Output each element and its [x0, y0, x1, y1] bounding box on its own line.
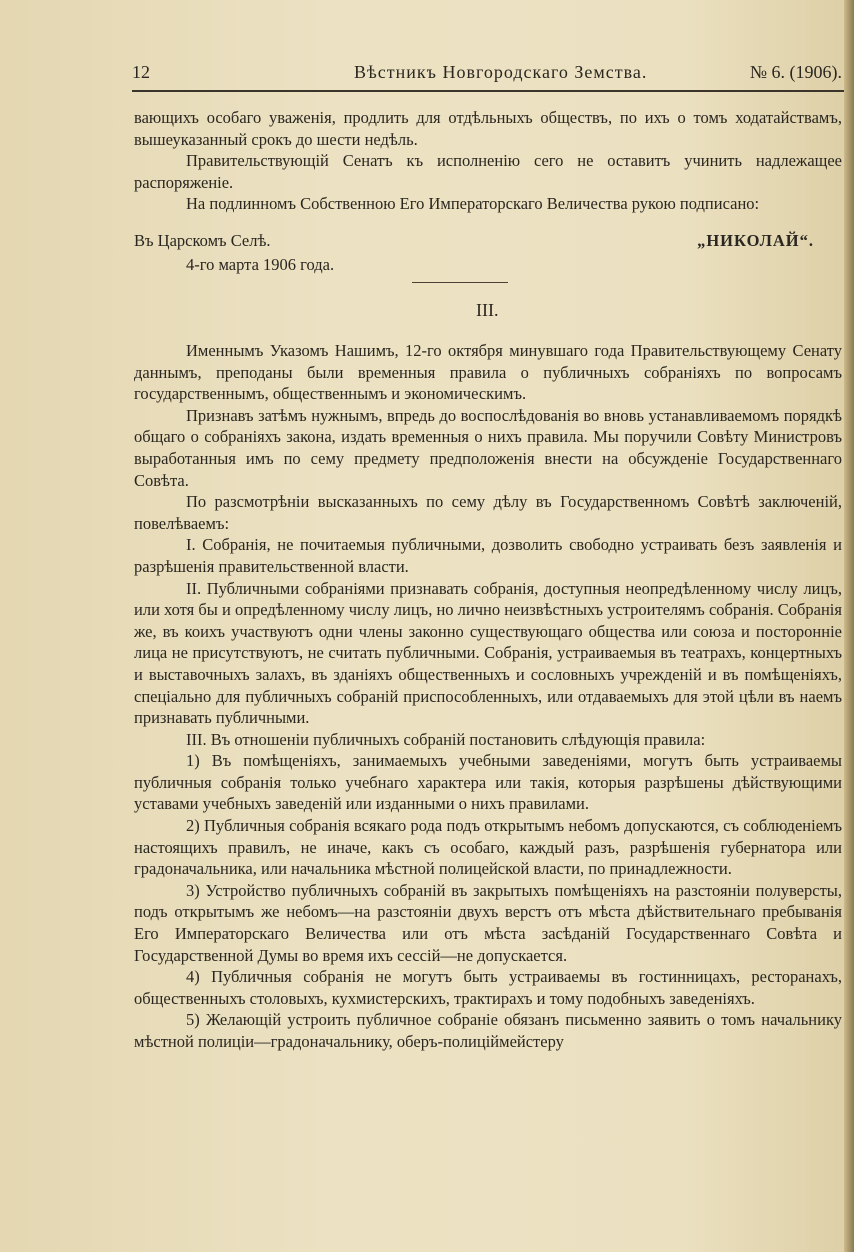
journal-title: Вѣстникъ Новгородскаго Земства.	[354, 62, 648, 82]
paragraph: Признавъ затѣмъ нужнымъ, впредь до воспослѣдованія во вновь устанавливаемомъ порядкѣ общаго о собраніяхъ закона, издать временныя о нихъ правила. Мы поручили Совѣту Министровъ выработанныя имъ по сему предмету предположенія внести на обсужденіе Государственнаго Совѣта.	[134, 405, 842, 490]
paragraph: 2) Публичныя собранія всякаго рода подъ открытымъ небомъ допускаются, съ соблюденіемъ настоящихъ правилъ, не иначе, какъ съ особаго, каждый разъ, разрѣшенія губернатора или градоначальника, или начальника мѣстной полицейской власти, по принадлежности.	[134, 816, 842, 879]
paragraph: 3) Устройство публичныхъ собраній въ закрытыхъ помѣщеніяхъ на разстояніи полуверсты, подъ открытымъ же небомъ—на разстояніи двухъ верстъ отъ мѣста дѣйствительнаго пребыванія Его Императорскаго Величества или отъ мѣста засѣданій Государственнаго Совѣта и Государственной Думы во время ихъ сессій—не допускается.	[134, 880, 842, 965]
paragraph: 5) Желающій устроить публичное собраніе обязанъ письменно заявить о томъ начальнику мѣстной полиціи—градоначальнику, оберъ-полиціймейстеру	[134, 1010, 842, 1051]
page-edge	[844, 0, 854, 1252]
paragraph: Правительствующій Сенатъ къ исполненію сего не оставитъ учинить надлежащее распоряженіе.	[134, 151, 842, 192]
signature-date: 4-го марта 1906 года.	[186, 255, 335, 274]
decree-ending	[134, 107, 842, 215]
section-number: III.	[476, 300, 499, 320]
section-divider	[412, 282, 508, 283]
page-number: 12	[132, 62, 150, 82]
paragraph: На подлинномъ Собственною Его Императорскаго Величества рукою подписано:	[186, 194, 760, 214]
signature-row	[134, 231, 814, 255]
paragraph: I. Собранія, не почитаемыя публичными, дозволить свободно устраивать безъ заявленія и разрѣшенія правительственной власти.	[134, 535, 842, 576]
decree-body	[134, 340, 842, 1053]
paragraph: II. Публичными собраніями признавать собранія, доступныя неопредѣленному числу лицъ, или хотя бы и опредѣленному числу лицъ, но лично неизвѣстныхъ устроителямъ собранія. Собранія же, въ коихъ участвуютъ одни члены законно существующаго общества или союза и посторонніе лица не присутствуютъ, не считать публичными. Собранія, устраиваемыя въ театрахъ, концертныхъ и выставочныхъ залахъ, въ зданіяхъ общественныхъ и сословныхъ учрежденій и въ помѣщеніяхъ, спеціально для публичныхъ собраній приспособленныхъ, или отдаваемыхъ для этой цѣли въ наемъ признавать публичными.	[134, 578, 842, 728]
paragraph: Именнымъ Указомъ Нашимъ, 12-го октября минувшаго года Правительствующему Сенату даннымъ, преподаны были временныя правила о публичныхъ собраніяхъ по вопросамъ государственнымъ, общественнымъ и экономическимъ.	[134, 341, 842, 404]
paragraph: 1) Въ помѣщеніяхъ, занимаемыхъ учебными заведеніями, могутъ быть устраиваемы публичныя собранія только учебнаго характера или такія, которыя разрѣшены дѣйствующими уставами учебныхъ заведеній или изданными о нихъ правилами.	[134, 751, 842, 814]
paragraph: III. Въ отношеніи публичныхъ собраній постановить слѣдующія правила:	[186, 729, 706, 749]
running-header	[132, 60, 842, 88]
issue-number: № 6. (1906).	[749, 62, 842, 82]
signature-name: „НИКОЛАЙ“.	[697, 231, 814, 250]
paragraph: 4) Публичныя собранія не могутъ быть устраиваемы въ гостинницахъ, ресторанахъ, общественныхъ столовыхъ, кухмистерскихъ, трактирахъ и тому подобныхъ заведеніяхъ.	[134, 967, 842, 1008]
header-rule	[132, 90, 844, 92]
signature-place: Въ Царскомъ Селѣ.	[134, 231, 271, 250]
paragraph: По разсмотрѣніи высказанныхъ по сему дѣлу въ Государственномъ Совѣтѣ заключеній, повелѣваемъ:	[134, 492, 842, 533]
paragraph: вающихъ особаго уваженія, продлить для отдѣльныхъ обществъ, по ихъ о томъ ходатайствамъ, вышеуказанный срокъ до шести недѣль.	[134, 108, 842, 149]
